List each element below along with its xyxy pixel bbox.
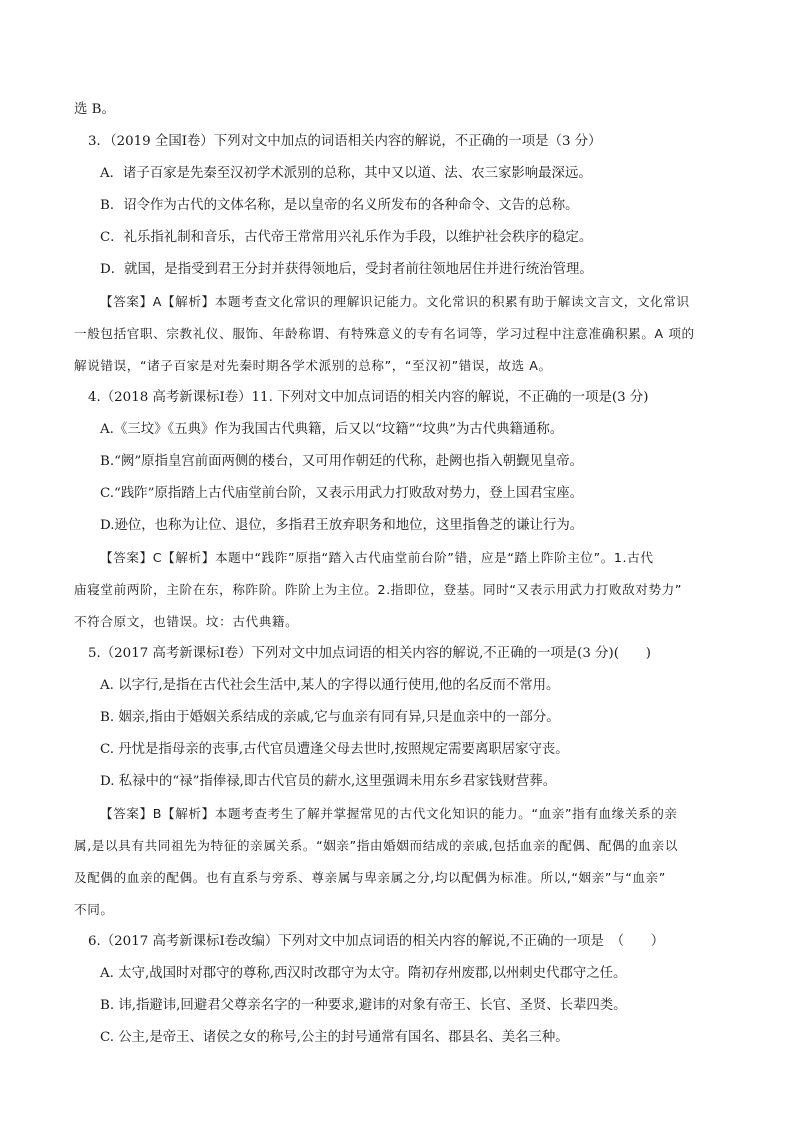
continuation-line: 选 B。 (74, 102, 115, 117)
question-4-option-c: C.“践阼”原指踏上古代庙堂前台阶，又表示用武力打败敌对势力，登上国君宝座。 (100, 486, 583, 501)
question-5-option-c: C. 丹忧是指母亲的丧事,古代官员遭逢父母去世时,按照规定需要离职居家守丧。 (100, 742, 569, 757)
question-4-stem: 4.（2018 高考新课标Ⅰ卷）11. 下列对文中加点词语的相关内容的解说，不正确的一项是(3 分) (88, 390, 649, 405)
question-3-stem: 3．（2019 全国Ⅰ卷）下列对文中加点的词语相关内容的解说，不正确的一项是（3 分） (88, 134, 602, 149)
question-4-option-a: A.《三坟》《五典》作为我国古代典籍，后又以“坟籍”“坟典”为古代典籍通称。 (100, 422, 564, 437)
question-4-option-d: D.逊位，也称为让位、退位，多指君王放弃职务和地位，这里指鲁芝的谦让行为。 (100, 518, 584, 533)
question-5-analysis-line: 属,是以具有共同祖先为特征的亲属关系。“姻亲”指由婚姻而结成的亲戚,包括血亲的配偶、配偶的血亲以 (74, 838, 678, 853)
question-6-stem: 6.（2017 高考新课标Ⅰ卷改编）下列对文中加点词语的相关内容的解说,不正确的一项是 （ ） (88, 934, 665, 949)
question-6-option-b: B. 讳,指避讳,回避君父尊亲名字的一种要求,避讳的对象有帝王、长官、圣贤、长辈四类。 (100, 998, 627, 1013)
question-5-option-b: B. 姻亲,指由于婚姻关系结成的亲戚,它与血亲有同有异,只是血亲中的一部分。 (100, 710, 560, 725)
question-5-analysis-line: 及配偶的血亲的配偶。也有直系与旁系、尊亲属与卑亲属之分,均以配偶为标准。所以,“姻亲”与“血亲” (74, 870, 666, 885)
question-4-analysis-line: 不符合原文，也错误。坟：古代典籍。 (74, 614, 299, 629)
question-4-answer: 【答案】C【解析】本题中“践阼”原指“踏入古代庙堂前台阶”错，应是“踏上阼阶主位”。1.古代 (100, 550, 654, 565)
question-5-answer: 【答案】B【解析】本题考查考生了解并掌握常见的古代文化知识的能力。“血亲”指有血缘关系的亲 (100, 806, 678, 821)
question-3-answer: 【答案】A【解析】本题考查文化常识的理解识记能力。文化常识的积累有助于解读文言文，文化常识 (100, 294, 690, 309)
question-3-option-b: B．诏令作为古代的文体名称，是以皇帝的名义所发布的各种命令、文告的总称。 (100, 198, 579, 213)
question-6-option-c: C. 公主,是帝王、诸侯之女的称号,公主的封号通常有国名、郡县名、美名三种。 (100, 1030, 569, 1045)
question-5-option-d: D. 私禄中的“禄”指俸禄,即古代官员的薪水,这里强调未用东乡君家钱财营葬。 (100, 774, 557, 789)
question-5-option-a: A. 以字行,是指在古代社会生活中,某人的字得以通行使用,他的名反而不常用。 (100, 678, 560, 693)
question-3-analysis-line: 解说错误，“诸子百家是对先秦时期各学术派别的总称”，“至汉初”错误，故选 A。 (74, 358, 552, 373)
question-3-option-c: C．礼乐指礼制和音乐，古代帝王常常用兴礼乐作为手段，以维护社会秩序的稳定。 (100, 230, 593, 245)
question-5-analysis-line: 不同。 (74, 902, 114, 917)
question-3-option-d: D．就国，是指受到君王分封并获得领地后，受封者前往领地居住并进行统治管理。 (100, 262, 593, 277)
question-5-stem: 5.（2017 高考新课标Ⅰ卷）下列对文中加点词语的相关内容的解说,不正确的一项是(3 分)( ) (88, 646, 651, 661)
question-4-option-b: B.“阙”原指皇宫前面两侧的楼台，又可用作朝廷的代称，赴阙也指入朝觐见皇帝。 (100, 454, 584, 469)
question-4-analysis-line: 庙寝堂前两阶，主阶在东，称阼阶。阼阶上为主位。2.指即位，登基。同时“又表示用武力打败敌对势力” (74, 582, 682, 597)
question-6-option-a: A. 太守,战国时对郡守的尊称,西汉时改郡守为太守。隋初存州废郡,以州刺史代郡守之任。 (100, 966, 627, 981)
question-3-option-a: A．诸子百家是先秦至汉初学术派别的总称，其中又以道、法、农三家影响最深远。 (100, 166, 592, 181)
question-3-analysis-line: 一般包括官职、宗教礼仪、服饰、年龄称谓、有特殊意义的专有名词等，学习过程中注意准确积累。A 项的 (74, 326, 695, 341)
